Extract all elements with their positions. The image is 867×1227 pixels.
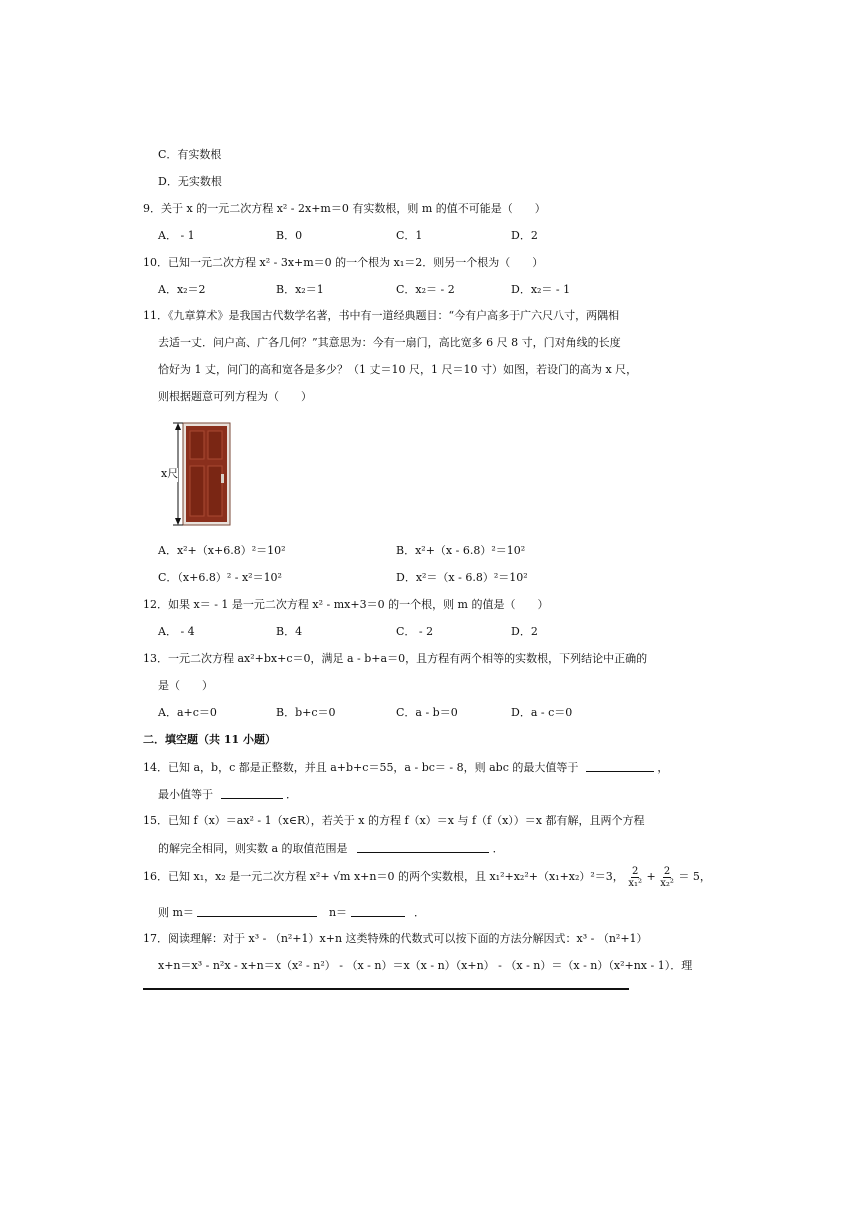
q9-option-a: A． - 1 [158,229,195,242]
q8-option-c: C．有实数根 [158,148,222,161]
q16-frac2-denominator: x₂² [660,877,674,889]
q10-option-c: C．x₂＝ - 2 [396,283,455,296]
q10-stem: 10．已知一元二次方程 x² - 3x+m＝0 的一个根为 x₁＝2．则另一个根为（ ） [143,256,544,269]
q16-fraction-1 [628,866,642,889]
q13-line-1: 13．一元二次方程 ax²+bx+c＝0，满足 a - b+a＝0，且方程有两个相等的实数根，下列结论中正确的 [143,652,648,665]
q12-option-c: C． - 2 [396,625,434,638]
q15-period: ． [492,842,504,855]
q16-line-2 [158,905,425,920]
q12-option-d: D．2 [511,625,538,638]
q14-line-1 [143,760,668,775]
q16-frac1-numerator: 2 [631,865,639,877]
q11-option-d: D．x²＝（x - 6.8）²＝10² [396,571,528,584]
q11-option-b: B．x²+（x - 6.8）²＝10² [396,544,526,557]
door-figure [160,422,232,526]
section-heading-fill-in: 二．填空题（共 11 小题） [143,733,276,746]
q10-option-d: D．x₂＝ - 1 [511,283,571,296]
q16-frac1-denominator: x₁² [628,877,642,889]
q14-text-2: 最小值等于 [158,788,213,801]
q11-line-2: 去适一丈．问户高、广各几何？”其意思为：今有一扇门，高比宽多 6 尺 8 寸，门对角线的长度 [158,336,621,349]
q16-period: ． [414,906,426,919]
q16-fraction-2 [660,866,674,889]
q9-option-c: C．1 [396,229,423,242]
q15-answer-blank[interactable] [357,841,489,853]
q17-line-2: x+n＝x³ - n²x - x+n＝x（x² - n²） - （x - n）＝x（x - n）（x+n） - （x - n）＝（x - n）（x²+nx - 1）．理 [158,959,693,972]
q15-text-2: 的解完全相同，则实数 a 的取值范围是 [158,842,348,855]
q9-option-d: D．2 [511,229,538,242]
door-height-label: x尺 [161,467,179,480]
q16-answer-blank-n[interactable] [351,905,405,917]
q13-option-a: A．a+c＝0 [158,706,217,719]
q16-plus: + [646,870,656,883]
q16-equals: ＝ 5， [678,870,711,883]
q14-answer-blank-max[interactable] [586,760,654,772]
q12-stem: 12．如果 x＝ - 1 是一元二次方程 x² - mx+3＝0 的一个根，则 m 的值是（ ） [143,598,549,611]
q14-line-2 [158,787,297,802]
q16-frac2-numerator: 2 [663,865,671,877]
q10-option-a: A．x₂＝2 [158,283,206,296]
q14-comma: ， [657,761,669,774]
q12-option-b: B．4 [276,625,303,638]
q11-option-c: C．（x+6.8）² - x²＝10² [158,571,282,584]
q8-option-d: D．无实数根 [158,175,222,188]
q11-line-4: 则根据题意可列方程为（ ） [158,390,312,403]
q15-line-1: 15．已知 f（x）＝ax² - 1（x∈R），若关于 x 的方程 f（x）＝x 与 f（f（x））＝x 都有解，且两个方程 [143,814,645,827]
q16-n-label: n＝ [328,906,348,919]
q11-line-3: 恰好为 1 丈，问门的高和宽各是多少？（1 丈＝10 尺，1 尺＝10 寸）如图，若设门的高为 x 尺， [158,363,638,376]
q12-option-a: A． - 4 [158,625,195,638]
q9-option-b: B．0 [276,229,303,242]
q17-line-1: 17．阅读理解：对于 x³ - （n²+1）x+n 这类特殊的代数式可以按下面的方法分解因式：x³ - （n²+1） [143,932,648,945]
q13-line-2: 是（ ） [158,679,213,692]
q9-stem: 9．关于 x 的一元二次方程 x² - 2x+m＝0 有实数根，则 m 的值不可能是（ ） [143,202,546,215]
q15-line-2 [158,841,504,856]
q16-line-1 [143,865,711,889]
q10-option-b: B．x₂＝1 [276,283,324,296]
q11-line-1: 11．《九章算术》是我国古代数学名著，书中有一道经典题目：“今有户高多于广六尺八寸，两隅相 [143,309,620,322]
q11-option-a: A．x²+（x+6.8）²＝10² [158,544,286,557]
page-bottom-rule [143,988,629,990]
q16-m-label: 则 m＝ [158,906,194,919]
q14-text-1: 14．已知 a，b，c 都是正整数，并且 a+b+c＝55，a - bc＝ - 8，则 abc 的最大值等于 [143,761,579,774]
q14-answer-blank-min[interactable] [221,787,283,799]
q13-option-d: D．a - c＝0 [511,706,573,719]
q14-period: ． [286,788,297,801]
q13-option-c: C．a - b＝0 [396,706,458,719]
q16-answer-blank-m[interactable] [197,905,317,917]
q16-text-1: 16．已知 x₁，x₂ 是一元二次方程 x²+ √m x+n＝0 的两个实数根，且 x₁²+x₂²+（x₁+x₂）²＝3， [143,870,624,883]
q13-option-b: B．b+c＝0 [276,706,336,719]
